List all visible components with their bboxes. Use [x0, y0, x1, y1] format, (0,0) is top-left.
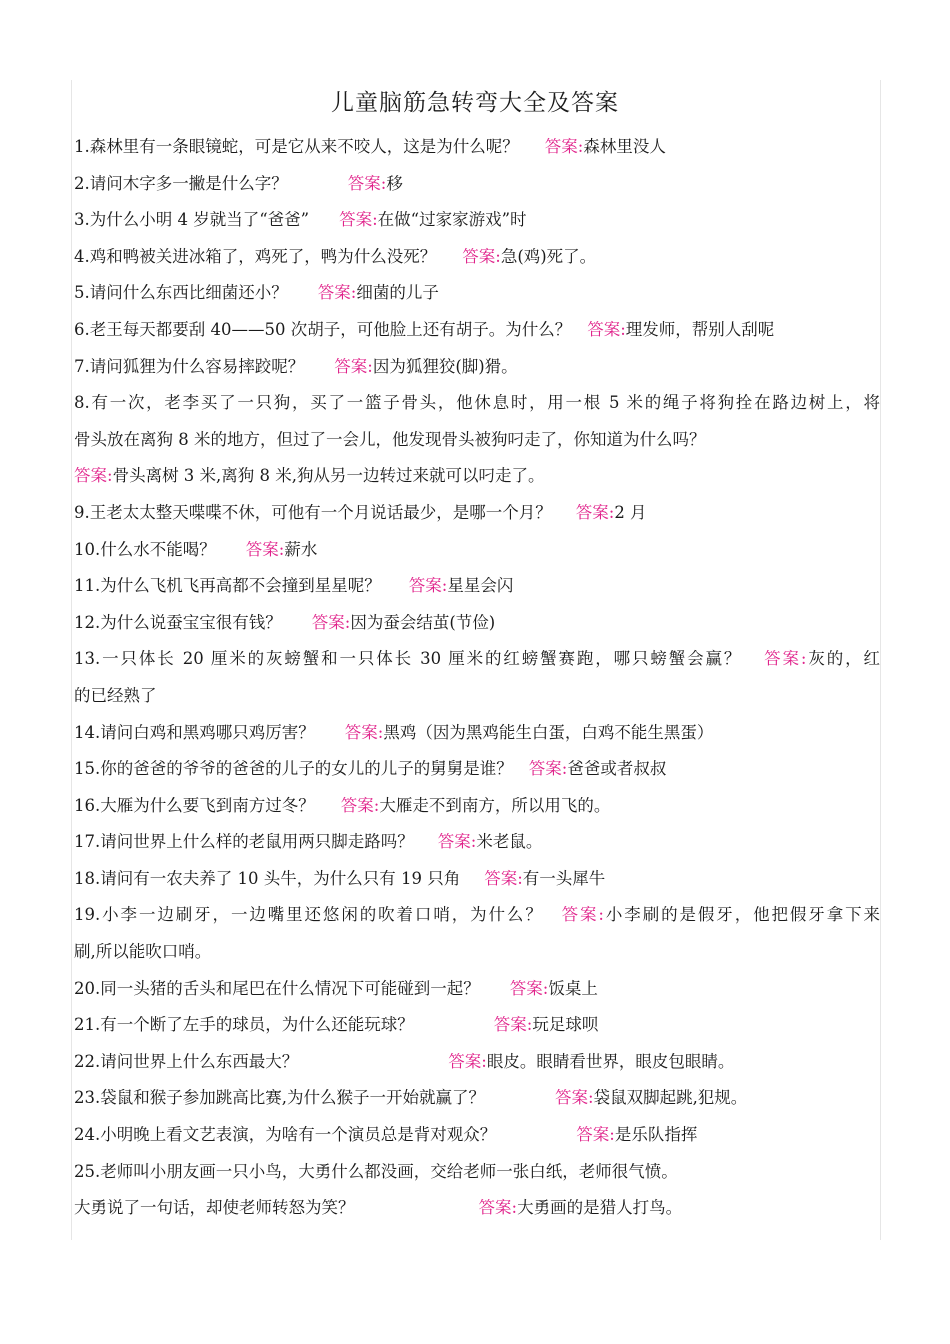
answer-text: 薪水	[284, 539, 318, 559]
answer-text: 爸爸或者叔叔	[567, 759, 667, 779]
answer-label: 答案:	[575, 502, 615, 522]
list-item	[74, 751, 880, 788]
list-item	[74, 312, 880, 349]
answer-text: 移	[386, 173, 403, 193]
question-text: 8.有一次，老李买了一只狗，买了一篮子骨头，他休息时，用一根 5 米的绳子将狗拴在路边树上，将	[74, 393, 880, 413]
answer-label: 答案:	[437, 832, 477, 852]
answer-text: 米老鼠。	[476, 832, 543, 852]
list-item	[74, 971, 880, 1008]
answer-label: 答案:	[559, 905, 604, 925]
question-text: 9.王老太太整天喋喋不休，可他有一个月说话最少，是哪一个月？	[74, 502, 552, 522]
page-title: 儿童脑筋急转弯大全及答案	[331, 90, 619, 116]
list-item-continuation	[74, 1190, 880, 1227]
list-item	[74, 495, 880, 532]
list-item-continuation	[74, 678, 880, 715]
answer-label: 答案:	[493, 1015, 533, 1035]
question-text: 18.请问有一农夫养了 10 头牛，为什么只有 19 只角	[74, 868, 461, 888]
question-text: 5.请问什么东西比细菌还小？	[74, 283, 288, 303]
list-item	[74, 1080, 880, 1117]
answer-text: 2 月	[614, 502, 647, 522]
answer-label: 答案:	[576, 1125, 615, 1145]
answer-text: 急(鸡)死了。	[500, 246, 597, 266]
answer-label: 答案:	[334, 356, 373, 376]
question-text: 大勇说了一句话，却使老师转怒为笑？	[74, 1198, 355, 1218]
answer-label: 答案:	[339, 210, 378, 230]
answer-text: 眼皮。眼睛看世界，眼皮包眼睛。	[486, 1051, 735, 1071]
answer-label: 答案:	[347, 173, 387, 193]
answer-label: 答案:	[317, 283, 357, 303]
answer-label: 答案:	[762, 649, 807, 669]
question-text: 7.请问狐狸为什么容易摔跤呢？	[74, 356, 305, 376]
list-item	[74, 824, 880, 861]
question-text: 24.小明晚上看文艺表演，为啥有一个演员总是背对观众？	[74, 1125, 497, 1145]
question-text: 12.为什么说蚕宝宝很有钱？	[74, 612, 282, 632]
question-text: 19.小李一边刷牙，一边嘴里还悠闲的吹着口哨，为什么？	[74, 905, 544, 925]
list-item	[74, 166, 880, 203]
answer-label: 答案:	[544, 137, 584, 156]
question-text: 2.请问木字多一撇是什么字？	[74, 173, 288, 193]
list-item	[74, 1044, 880, 1081]
list-item-continuation	[74, 458, 880, 495]
question-text: 25.老师叫小朋友画一只小鸟，大勇什么都没画，交给老师一张白纸，老师很气愤。	[74, 1161, 678, 1181]
question-text: 20.同一头猪的舌头和尾巴在什么情况下可能碰到一起？	[74, 978, 480, 998]
answer-text: 灰的，红	[806, 649, 880, 669]
list-item	[74, 1117, 880, 1154]
question-text: 4.鸡和鸭被关进冰箱了，鸡死了，鸭为什么没死？	[74, 246, 437, 266]
answer-text: 在做“过家家游戏”时	[377, 210, 527, 230]
question-text: 17.请问世界上什么样的老鼠用两只脚走路吗？	[74, 832, 414, 852]
list-item	[74, 1007, 880, 1044]
list-item	[74, 129, 880, 166]
answer-text: 黑鸡（因为黑鸡能生白蛋，白鸡不能生黑蛋）	[383, 722, 714, 742]
answer-label: 答案:	[340, 795, 380, 815]
list-item	[74, 605, 880, 642]
question-text: 骨头放在离狗 8 米的地方，但过了一会儿，他发现骨头被狗叼走了，你知道为什么吗？	[74, 429, 706, 449]
list-item	[74, 715, 880, 752]
answer-text: 星星会闪	[447, 576, 514, 596]
question-text: 10.什么水不能喝？	[74, 539, 216, 559]
answer-label: 答案:	[509, 978, 549, 998]
answer-text: 因为蚕会结茧(节俭)	[350, 612, 496, 632]
list-item	[74, 532, 880, 569]
answer-text: 玩足球呗	[532, 1015, 599, 1035]
list-item	[74, 202, 880, 239]
answer-label: 答案:	[245, 539, 285, 559]
qa-list	[74, 129, 880, 1227]
answer-text: 理发师，帮别人刮呢	[625, 319, 775, 339]
answer-label: 答案:	[344, 722, 384, 742]
answer-text: 森林里没人	[583, 137, 666, 156]
question-text: 21.有一个断了左手的球员，为什么还能玩球？	[74, 1015, 414, 1035]
question-text: 14.请问白鸡和黑鸡哪只鸡厉害？	[74, 722, 315, 742]
answer-text: 因为狐狸狡(脚)猾。	[372, 356, 518, 376]
answer-label: 答案:	[408, 576, 448, 596]
answer-text: 的已经熟了	[74, 685, 157, 705]
answer-label: 答案:	[74, 466, 113, 486]
list-item	[74, 1154, 880, 1191]
list-item-continuation	[74, 422, 880, 459]
answer-label: 答案:	[587, 319, 626, 339]
list-item-continuation	[74, 934, 880, 971]
question-text: 22.请问世界上什么东西最大？	[74, 1051, 299, 1071]
list-item	[74, 568, 880, 605]
question-text: 13.一只体长 20 厘米的灰螃蟹和一只体长 30 厘米的红螃蟹赛跑，哪只螃蟹会赢？	[74, 649, 743, 669]
list-item	[74, 897, 880, 934]
question-text: 6.老王每天都要刮 40——50 次胡子，可他脸上还有胡子。为什么？	[74, 319, 572, 339]
list-item	[74, 385, 880, 422]
question-text: 3.为什么小明 4 岁就当了“爸爸”	[74, 210, 310, 230]
list-item	[74, 641, 880, 678]
question-text: 11.为什么飞机飞再高都不会撞到星星呢？	[74, 576, 381, 596]
answer-text: 大雁走不到南方，所以用飞的。	[379, 795, 611, 815]
list-item	[74, 788, 880, 825]
list-item	[74, 861, 880, 898]
answer-label: 答案:	[555, 1088, 594, 1108]
answer-label: 答案:	[448, 1051, 487, 1071]
answer-label: 答案:	[311, 612, 351, 632]
question-text: 15.你的爸爸的爷爷的爸爸的儿子的女儿的儿子的舅舅是谁？	[74, 759, 513, 779]
answer-text: 小李刷的是假牙，他把假牙拿下来	[604, 905, 880, 925]
question-text: 23.袋鼠和猴子参加跳高比赛,为什么猴子一开始就赢了？	[74, 1088, 485, 1108]
question-text: 16.大雁为什么要飞到南方过冬？	[74, 795, 315, 815]
answer-text: 有一头犀牛	[522, 868, 606, 888]
answer-label: 答案:	[528, 759, 568, 779]
answer-label: 答案:	[478, 1198, 518, 1218]
answer-text: 刷,所以能吹口哨。	[74, 942, 212, 962]
answer-text: 饭桌上	[548, 978, 598, 998]
answer-label: 答案:	[462, 246, 501, 266]
answer-text: 是乐队指挥	[614, 1125, 698, 1145]
answer-label: 答案:	[484, 868, 523, 888]
list-item	[74, 239, 880, 276]
answer-text: 骨头离树 3 米,离狗 8 米,狗从另一边转过来就可以叼走了。	[112, 466, 545, 486]
list-item	[74, 349, 880, 386]
answer-text: 袋鼠双脚起跳,犯规。	[593, 1088, 748, 1108]
list-item	[74, 275, 880, 312]
answer-text: 细菌的儿子	[356, 283, 439, 303]
question-text: 1.森林里有一条眼镜蛇，可是它从来不咬人，这是为什么呢？	[74, 137, 519, 156]
answer-text: 大勇画的是猎人打鸟。	[517, 1198, 683, 1218]
